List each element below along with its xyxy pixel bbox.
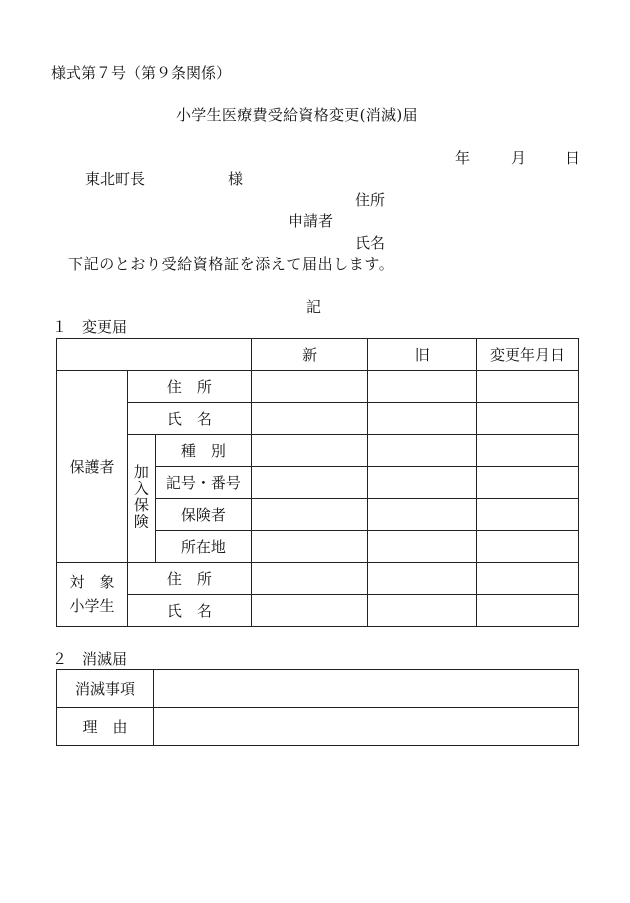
child-address-new[interactable] — [251, 563, 368, 595]
insurer-location-label: 所在地 — [155, 531, 251, 563]
guardian-address-label: 住 所 — [127, 371, 251, 403]
insurer-new[interactable] — [251, 499, 368, 531]
child-address-old[interactable] — [368, 563, 477, 595]
applicant-name-label: 氏名 — [355, 234, 386, 252]
addressee-honorific: 様 — [228, 170, 244, 188]
guardian-name-old[interactable] — [368, 403, 477, 435]
form-number: 様式第７号（第９条関係） — [51, 64, 232, 82]
guardian-address-date[interactable] — [477, 371, 579, 403]
applicant-role-label: 申請者 — [288, 212, 334, 230]
guardian-address-old[interactable] — [368, 371, 477, 403]
guardian-name-new[interactable] — [251, 403, 368, 435]
extinction-table — [56, 669, 579, 746]
child-name-old[interactable] — [368, 595, 477, 627]
intro-text: 下記のとおり受給資格証を添えて届出します。 — [68, 255, 395, 273]
guardian-name-date[interactable] — [477, 403, 579, 435]
child-label-cell — [57, 563, 128, 627]
insurance-label-cell — [127, 435, 155, 563]
extinction-reason-label: 理 由 — [57, 708, 154, 746]
addressee-mayor: 東北町長 — [85, 170, 146, 188]
insurance-type-date[interactable] — [477, 435, 579, 467]
ki-heading: 記 — [306, 298, 322, 316]
insurer-location-old[interactable] — [368, 531, 477, 563]
child-name-date[interactable] — [477, 595, 579, 627]
insurance-number-date[interactable] — [477, 467, 579, 499]
guardian-name-label: 氏 名 — [127, 403, 251, 435]
col-header-change-date: 変更年月日 — [477, 339, 579, 371]
date-month-label: 月 — [511, 149, 527, 167]
child-address-date[interactable] — [477, 563, 579, 595]
date-day-label: 日 — [565, 149, 581, 167]
insurance-number-new[interactable] — [251, 467, 368, 499]
insurance-label: 加入保険 — [131, 463, 150, 530]
col-header-new: 新 — [251, 339, 368, 371]
insurer-location-date[interactable] — [477, 531, 579, 563]
insurer-location-new[interactable] — [251, 531, 368, 563]
insurance-type-new[interactable] — [251, 435, 368, 467]
extinction-item-field[interactable] — [153, 670, 578, 708]
section1-heading: １ 変更届 — [52, 318, 128, 336]
col-header-old: 旧 — [368, 339, 477, 371]
guardian-address-new[interactable] — [251, 371, 368, 403]
insurer-date[interactable] — [477, 499, 579, 531]
guardian-label: 保護者 — [57, 371, 128, 563]
change-table — [56, 338, 579, 627]
child-address-label: 住 所 — [127, 563, 251, 595]
insurance-number-old[interactable] — [368, 467, 477, 499]
insurance-type-label: 種 別 — [155, 435, 251, 467]
child-name-new[interactable] — [251, 595, 368, 627]
applicant-address-label: 住所 — [355, 191, 386, 209]
extinction-reason-field[interactable] — [153, 708, 578, 746]
extinction-item-label: 消滅事項 — [57, 670, 154, 708]
insurance-number-label: 記号・番号 — [155, 467, 251, 499]
child-name-label: 氏 名 — [127, 595, 251, 627]
page-title: 小学生医療費受給資格変更(消滅)届 — [176, 106, 418, 124]
header-blank-cell — [57, 339, 252, 371]
date-year-label: 年 — [455, 149, 471, 167]
child-label-line2: 小学生 — [69, 596, 115, 615]
section2-heading: ２ 消滅届 — [52, 650, 128, 668]
child-label-line1: 対 象 — [69, 573, 115, 592]
insurance-type-old[interactable] — [368, 435, 477, 467]
insurer-label: 保険者 — [155, 499, 251, 531]
insurer-old[interactable] — [368, 499, 477, 531]
